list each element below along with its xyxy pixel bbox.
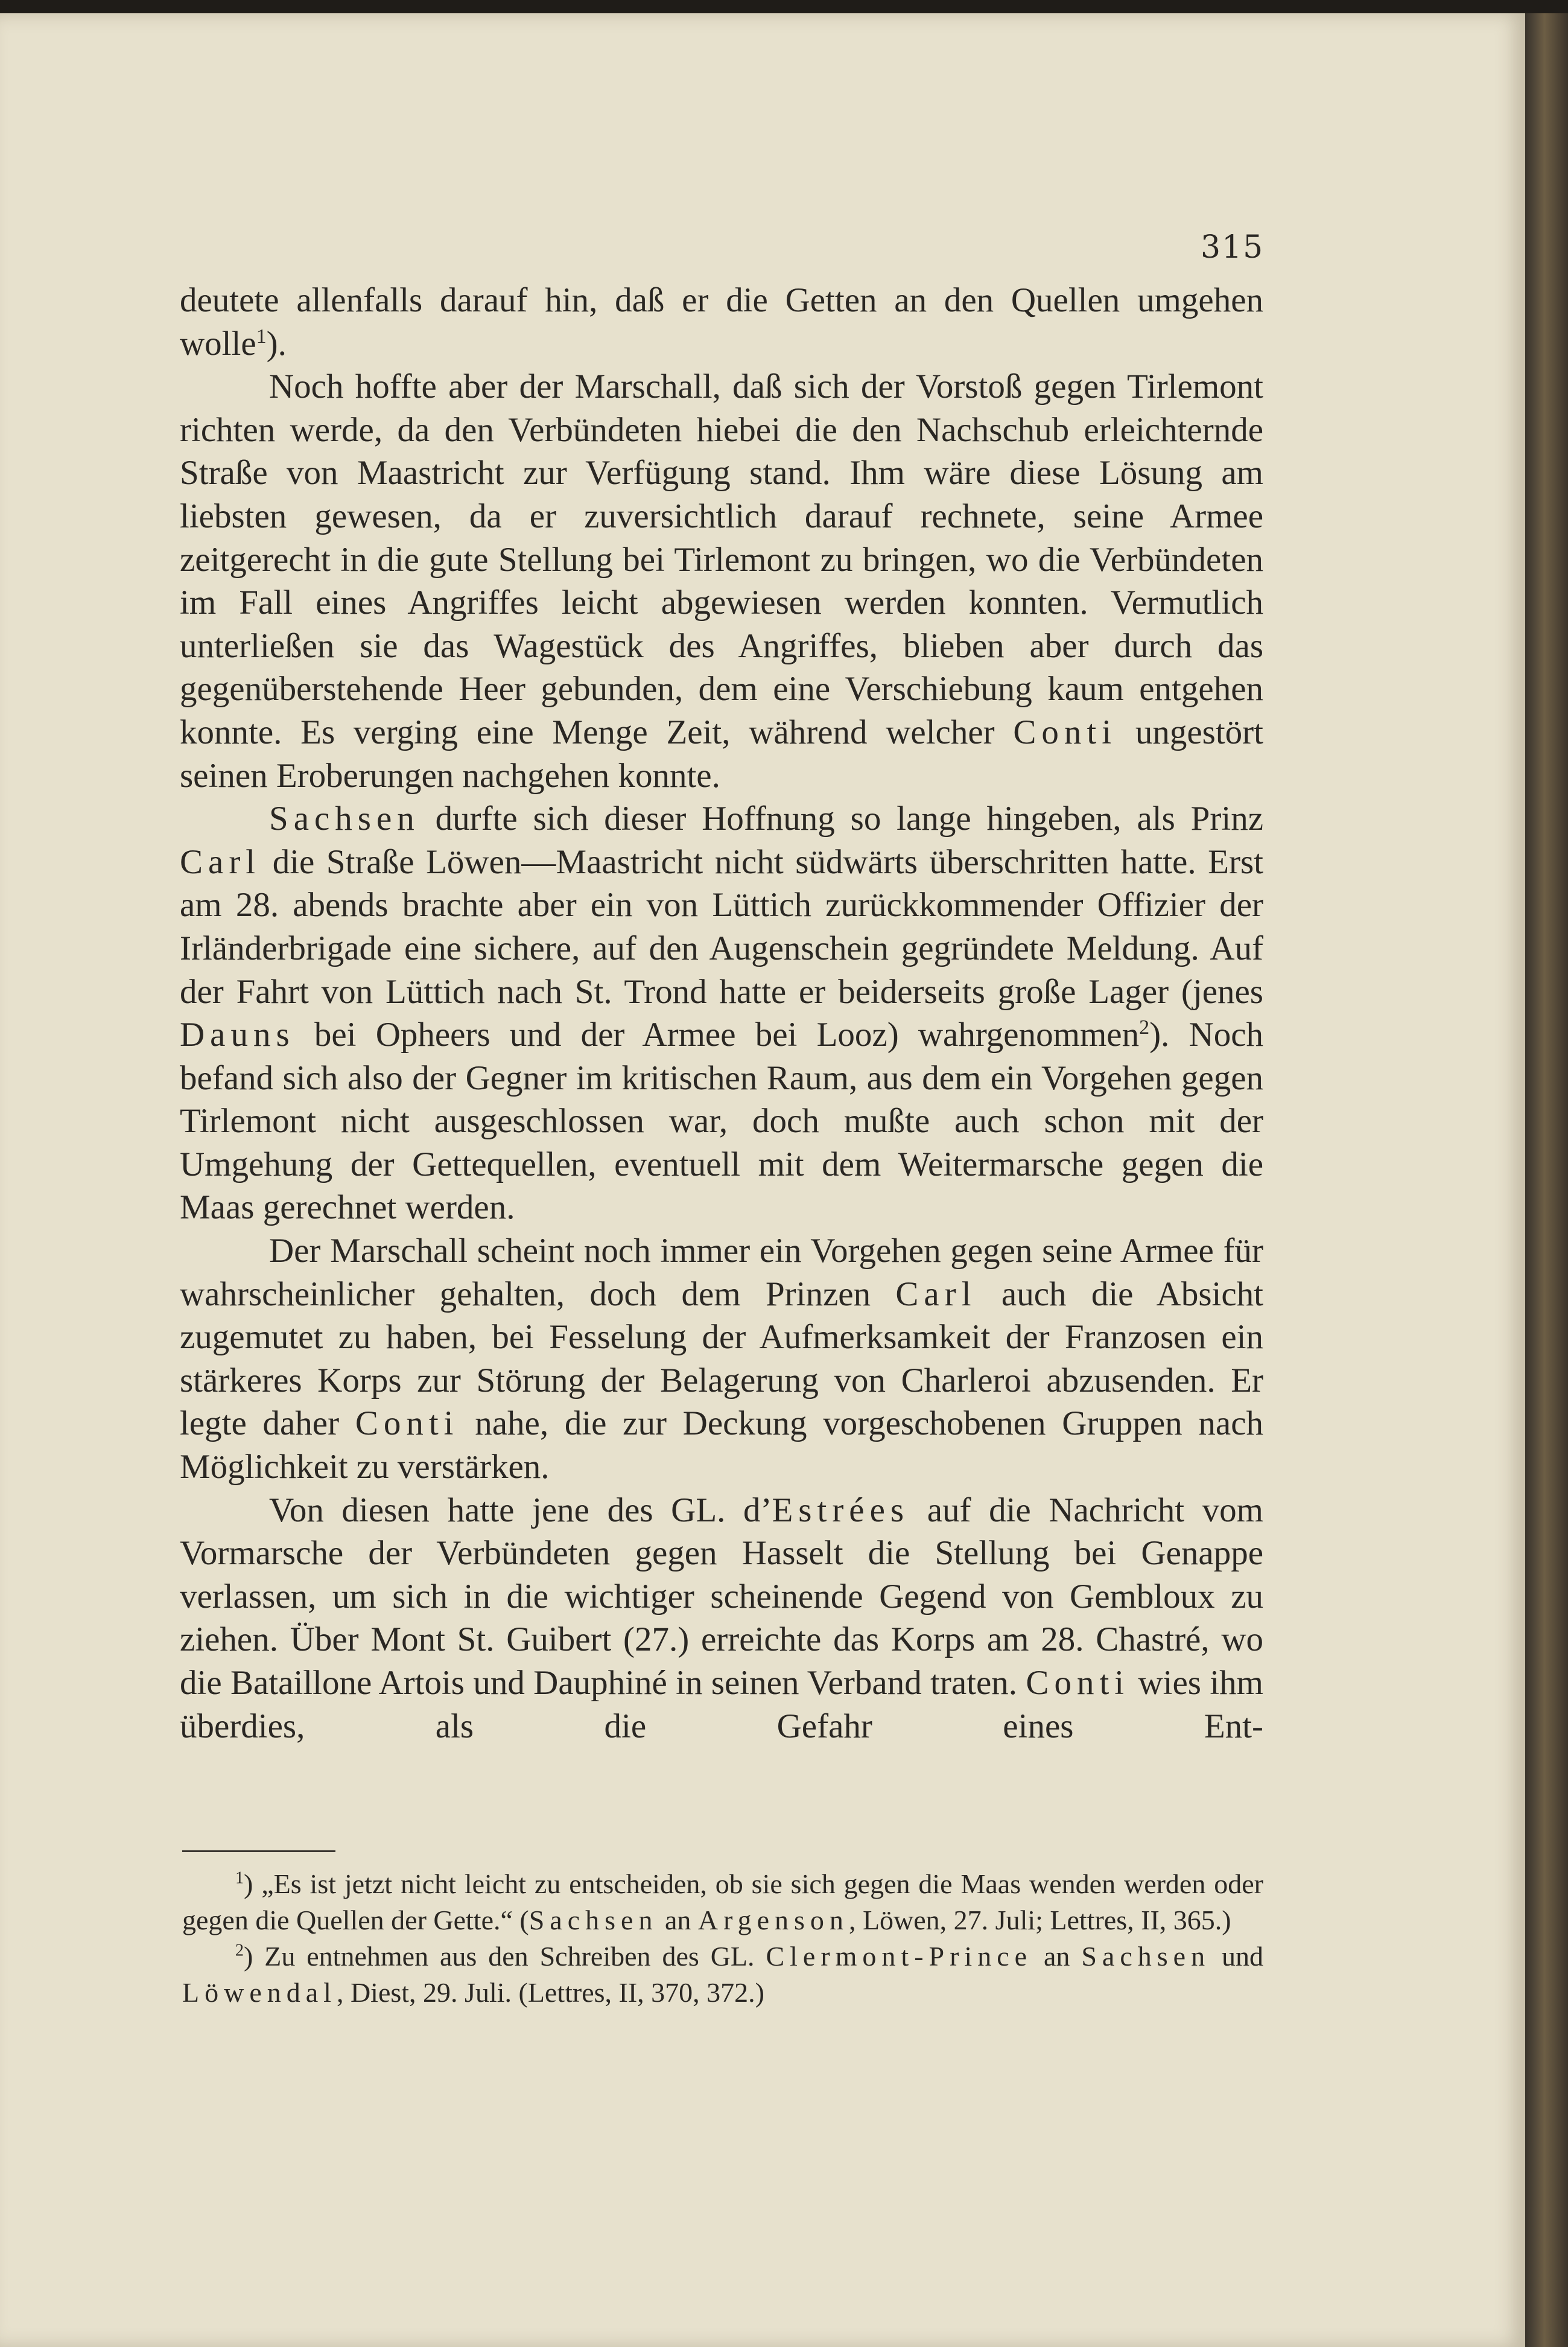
footnote-mark-2: 2 [235,1941,244,1960]
footnotes [182,1866,1263,2011]
spaced-name: Carl [895,1275,977,1313]
spaced-name: Estrées [772,1491,910,1529]
paragraph-1: deutete allenfalls darauf hin, daß er die Getten an den Quellen umgehen wolle$^1$). [180,281,1263,363]
spaced-name: Clermont-Prince [766,1941,1033,1972]
footnote-ref-2[interactable]: 2 [1139,1016,1150,1039]
spaced-name: Dauns [180,1016,295,1054]
paragraph-4: Der Marschall scheint noch immer ein Vorgehen gegen seine Armee für wahrscheinlicher gehalten, doch dem Prinzen Carl auch die Absicht zugemutet zu haben, bei Fesselung der Aufmerksamkeit der Franzosen ein stärkeres Korps zur Störung der Belagerung von Charleroi abzusenden. Er legte daher Conti nahe, die zur Deckung vorgeschobenen Gruppen nach Möglichkeit zu verstärken. [180,1232,1263,1486]
spaced-name: Argenson [697,1905,849,1935]
spaced-name: Sachsen [269,800,420,838]
footnote-mark-1: 1 [235,1868,244,1888]
paragraph-5: Von diesen hatte jene des GL. d’Estrées auf die Nachricht vom Vormarsche der Verbündeten gegen Hasselt die Stellung bei Genappe verlassen, um sich in die wichtiger scheinende Gegend von Gembloux zu ziehen. Über Mont St. Guibert (27.) erreichte das Korps am 28. Chastré, wo die Bataillone Artois und Dauphiné in seinen Verband traten. Conti wies ihm überdies, als die Gefahr eines Ent- [180,1491,1263,1745]
scan-top-edge [0,0,1568,13]
footnote-1: $^1$) „Es ist jetzt nicht leicht zu entscheiden, ob sie sich gegen die Maas wenden werden oder gegen die Quellen der Gette.“ (Sachsen an Argenson, Löwen, 27. Juli; Lettres, II, 365.) [182,1868,1263,1935]
page-number: 315 [1201,229,1265,266]
spaced-name: Conti [1013,713,1117,751]
spaced-name: Sachsen [1081,1941,1211,1972]
footnote-rule [182,1850,335,1852]
main-text [180,279,1263,1748]
spaced-name: Conti [355,1404,459,1443]
footnote-2: $^2$) Zu entnehmen aus den Schreiben des GL. Clermont-Prince an Sachsen und Löwendal, Diest, 29. Juli. (Lettres, II, 370, 372.) [182,1941,1264,2008]
spaced-name: Conti [1026,1664,1130,1702]
paragraph-3: Sachsen durfte sich dieser Hoffnung so lange hingeben, als Prinz Carl die Straße Löwen—Maastricht nicht südwärts überschritten hatte. Erst am 28. abends brachte aber ein von Lüttich zurückkommender Offizier der Irländerbrigade eine sichere, auf den Augenschein gegründete Meldung. Auf der Fahrt von Lüttich nach St. Trond hatte er beiderseits große Lager (jenes Dauns bei Opheers und der Armee bei Looz) wahrgenommen$^2$). Noch befand sich also der Gegner im kritischen Raum, aus dem ein Vorgehen gegen Tirlemont nicht ausgeschlossen war, doch mußte auch schon mit der Umgehung der Gettequellen, eventuell mit dem Weitermarsche gegen die Maas gerechnet werden. [180,800,1263,1227]
spaced-name: Carl [180,842,261,881]
spaced-name: Löwendal [182,1977,337,2008]
footnote-ref-1[interactable]: 1 [256,325,267,348]
paragraph-2: Noch hoffte aber der Marschall, daß sich der Vorstoß gegen Tirlemont richten werde, da den Verbündeten hiebei die den Nachschub erleichternde Straße von Maastricht zur Verfügung stand. Ihm wäre diese Lösung am liebsten gewesen, da er zuversichtlich darauf rechnete, seine Armee zeitgerecht in die gute Stellung bei Tirlemont zu bringen, wo die Verbündeten im Fall eines Angriffes leicht abgewiesen werden konnten. Vermutlich unterließen sie das Wagestück des Angriffes, blieben aber durch das gegenüberstehende Heer gebunden, dem eine Verschiebung kaum entgehen konnte. Es verging eine Menge Zeit, während welcher Conti ungestört seinen Eroberungen nachgehen konnte. [180,368,1264,795]
spaced-name: Sachsen [528,1905,658,1935]
